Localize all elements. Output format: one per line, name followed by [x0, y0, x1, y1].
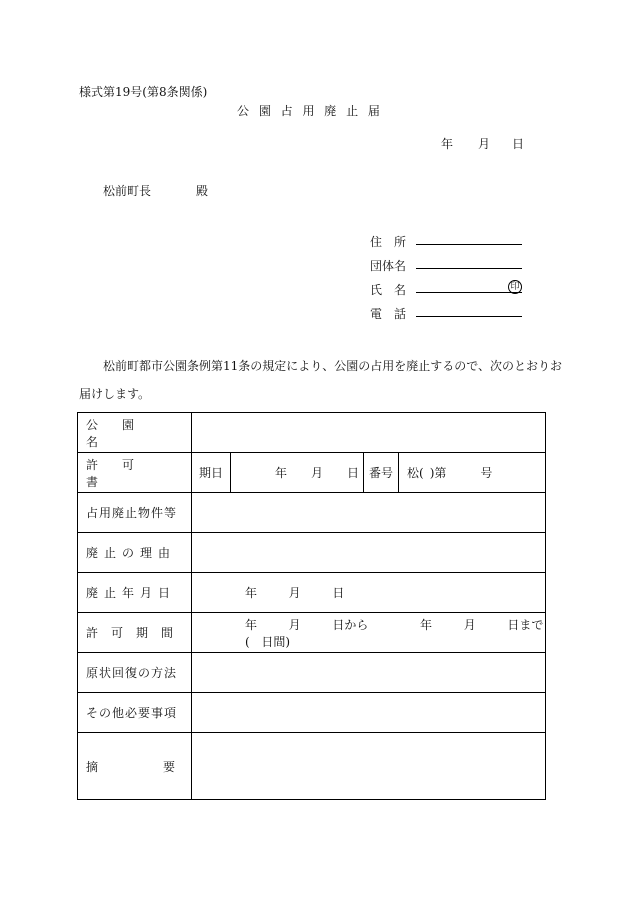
row-summary [78, 733, 546, 800]
permit-label-cell [78, 453, 192, 493]
items-label: 占用廃止物件等 [86, 506, 178, 520]
permit-month: 月 [311, 466, 324, 480]
body-text-line1: 松前町都市公園条例第11条の規定により、公園の占用を廃止するので、次のとおりお [103, 359, 563, 373]
permit-label: 許可書 [86, 457, 159, 489]
phone-line[interactable] [416, 316, 522, 317]
org-label: 団体名 [370, 259, 407, 273]
period-from-month: 月 [288, 617, 301, 632]
period-from-year: 年 [245, 617, 258, 632]
park-name-label-cell [78, 413, 192, 453]
abolish-month: 月 [288, 586, 301, 600]
body-text-line2: 届けします。 [79, 387, 151, 401]
items-label-cell [78, 493, 192, 533]
row-items [78, 493, 546, 533]
other-label-cell [78, 693, 192, 733]
date-month: 月 [478, 137, 491, 151]
name-label: 氏 名 [370, 283, 407, 297]
period-value[interactable] [192, 613, 546, 653]
restore-label: 原状回復の方法 [86, 666, 178, 680]
reason-value[interactable] [192, 533, 546, 573]
address-label: 住 所 [370, 235, 407, 249]
addressee-name: 松前町長 [103, 184, 152, 198]
form-table [77, 412, 546, 800]
items-value[interactable] [192, 493, 546, 533]
reason-label-cell [78, 533, 192, 573]
date-day: 日 [512, 137, 525, 151]
row-abolish-date [78, 573, 546, 613]
summary-label-cell [78, 733, 192, 800]
row-restore [78, 653, 546, 693]
number-prefix: 松( [407, 466, 424, 480]
row-park-name [78, 413, 546, 453]
restore-value[interactable] [192, 653, 546, 693]
permit-value[interactable] [192, 453, 546, 493]
row-other [78, 693, 546, 733]
abolish-year: 年 [245, 586, 258, 600]
permit-date-label: 期日 [198, 466, 223, 480]
summary-label-1: 摘 [86, 759, 99, 774]
number-mid: )第 [429, 466, 447, 480]
abolish-date-value[interactable] [192, 573, 546, 613]
period-label-cell [78, 613, 192, 653]
period-days: 日間) [261, 634, 291, 649]
abolish-date-label: 廃止年月日 [86, 586, 177, 600]
summary-label-2: 要 [162, 759, 175, 774]
period-from-day: 日から [332, 617, 369, 632]
period-to-day: 日まで( [245, 617, 544, 649]
other-label: その他必要事項 [86, 706, 178, 720]
number-label: 番号 [368, 466, 393, 480]
park-name-value[interactable] [192, 413, 546, 453]
period-to-month: 月 [463, 617, 476, 632]
seal-mark: 印 [508, 280, 522, 294]
summary-value[interactable] [192, 733, 546, 800]
row-permit [78, 453, 546, 493]
form-title: 公 園 占 用 廃 止 届 [237, 104, 383, 118]
permit-year: 年 [275, 466, 288, 480]
period-label: 許可期間 [86, 626, 187, 640]
row-period [78, 613, 546, 653]
reason-label: 廃止の理由 [86, 546, 177, 560]
date-year: 年 [441, 137, 454, 151]
row-reason [78, 533, 546, 573]
address-line[interactable] [416, 244, 522, 245]
restore-label-cell [78, 653, 192, 693]
number-suffix: 号 [480, 466, 493, 480]
form-number: 様式第19号(第8条関係) [79, 85, 208, 99]
abolish-date-label-cell [78, 573, 192, 613]
permit-day: 日 [347, 466, 360, 480]
abolish-day: 日 [332, 586, 345, 600]
park-name-label: 公園名 [86, 417, 159, 449]
addressee-honorific: 殿 [196, 184, 209, 198]
period-to-year: 年 [420, 617, 433, 632]
phone-label: 電 話 [370, 307, 407, 321]
name-line[interactable] [416, 292, 522, 293]
org-line[interactable] [416, 268, 522, 269]
other-value[interactable] [192, 693, 546, 733]
